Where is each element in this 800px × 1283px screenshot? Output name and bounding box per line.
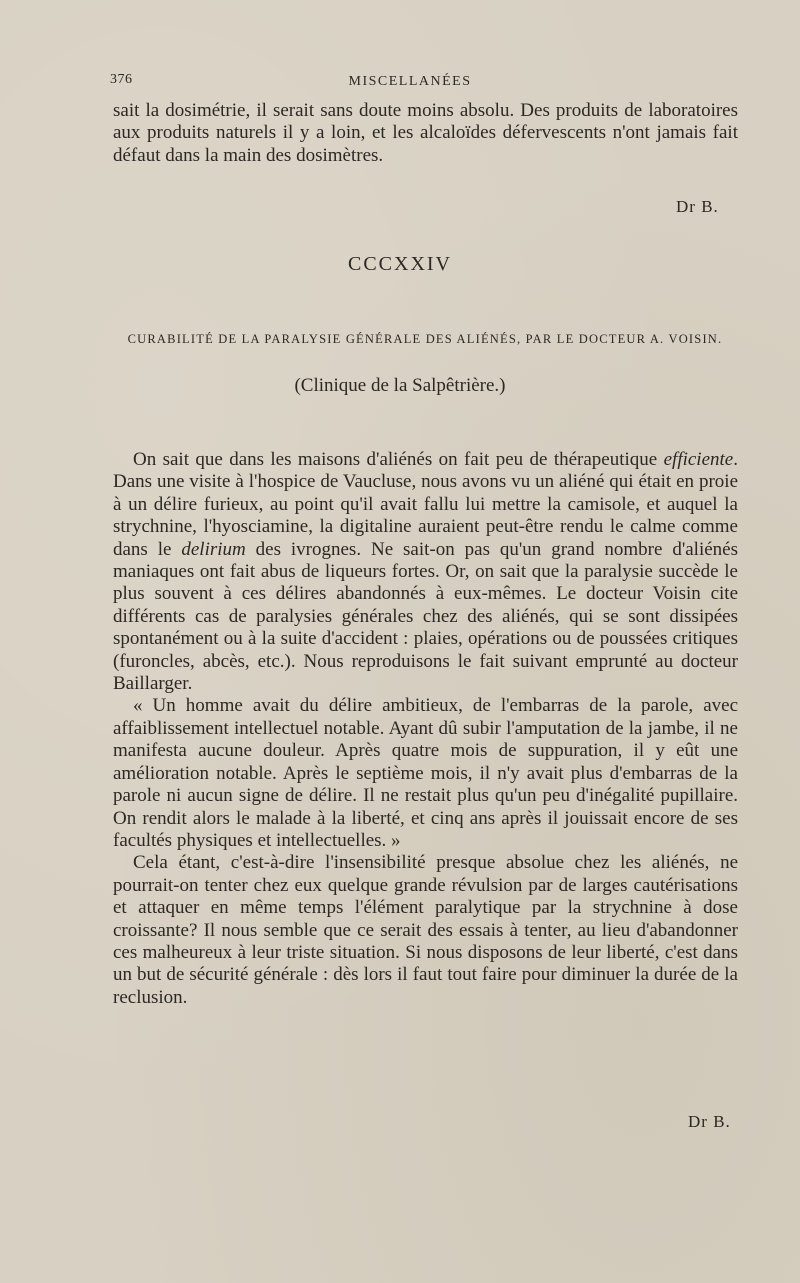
paragraph-1: On sait que dans les maisons d'aliénés on fait peu de thérapeutique efficiente. Dans une visite à l'hospice de Vaucluse, nous avons vu un aliéné qui était en proie à un délire furieux, au point qu'il avait fallu lui mettre la camisole, et auquel la strychnine, l'hyosciamine, la digitaline auraient peut-être rendu le calme comme dans le delirium des ivrognes. Ne sait-on pas qu'un grand nombre d'aliénés maniaques ont fait abus de liqueurs fortes. Or, on sait que la paralysie succède le plus souvent à ces délires abandonnés à eux-mêmes. Le docteur Voisin cite différents cas de paralysies générales chez des aliénés, qui se sont dissipées spontanément ou à la suite d'accident : plaies, opérations ou de poussées critiques (furoncles, abcès, etc.). Nous reproduisons le fait suivant emprunté au docteur Baillarger.: [113, 449, 738, 695]
intro-text: sait la dosimétrie, il serait sans doute moins absolu. Des produits de laboratoires aux produits naturels il y a loin, et les alcaloïdes défervescents n'ont jamais fait défaut dans la main des dosimètres.: [113, 100, 738, 166]
article-number: CCCXXIV: [347, 253, 452, 275]
intro-signature: Dr B.: [676, 197, 719, 216]
article-title: CURABILITÉ DE LA PARALYSIE GÉNÉRALE DES ALIÉNÉS, PAR LE DOCTEUR A. VOISIN.: [127, 332, 723, 346]
article-body: [113, 449, 738, 1009]
page-header: [110, 72, 710, 96]
paragraph-2: « Un homme avait du délire ambitieux, de l'embarras de la parole, avec affaiblissement intellectuel notable. Ayant dû subir l'amputation de la jambe, il ne manifesta aucune douleur. Après quatre mois de suppuration, il y eût une amélioration notable. Après le septième mois, il n'y avait plus d'embarras de la parole ni aucun signe de délire. Il ne restait plus qu'un peu d'inégalité pupillaire. On rendit alors le malade à la liberté, et cinq ans après il jouissait encore de ses facultés physiques et intellectuelles. »: [113, 695, 738, 851]
article-signature: Dr B.: [688, 1112, 731, 1131]
intro-paragraph: [113, 100, 738, 167]
paragraph-3: Cela étant, c'est-à-dire l'insensibilité presque absolue chez les aliénés, ne pourrait-on tenter chez eux quelque grande révulsion par de larges cautérisations et attaquer en même temps l'élément paralytique par la strychnine à dose croissante? Il nous semble que ce serait des essais à tenter, au lieu d'abandonner ces malheureux à leur triste situation. Si nous disposons de leur liberté, c'est dans un but de sécurité générale : dès lors il faut tout faire pour diminuer la durée de la reclusion.: [113, 852, 738, 1008]
running-head: MISCELLANÉES: [348, 74, 472, 89]
page-number: 376: [110, 72, 133, 87]
article-subtitle: (Clinique de la Salpêtrière.): [294, 375, 506, 396]
